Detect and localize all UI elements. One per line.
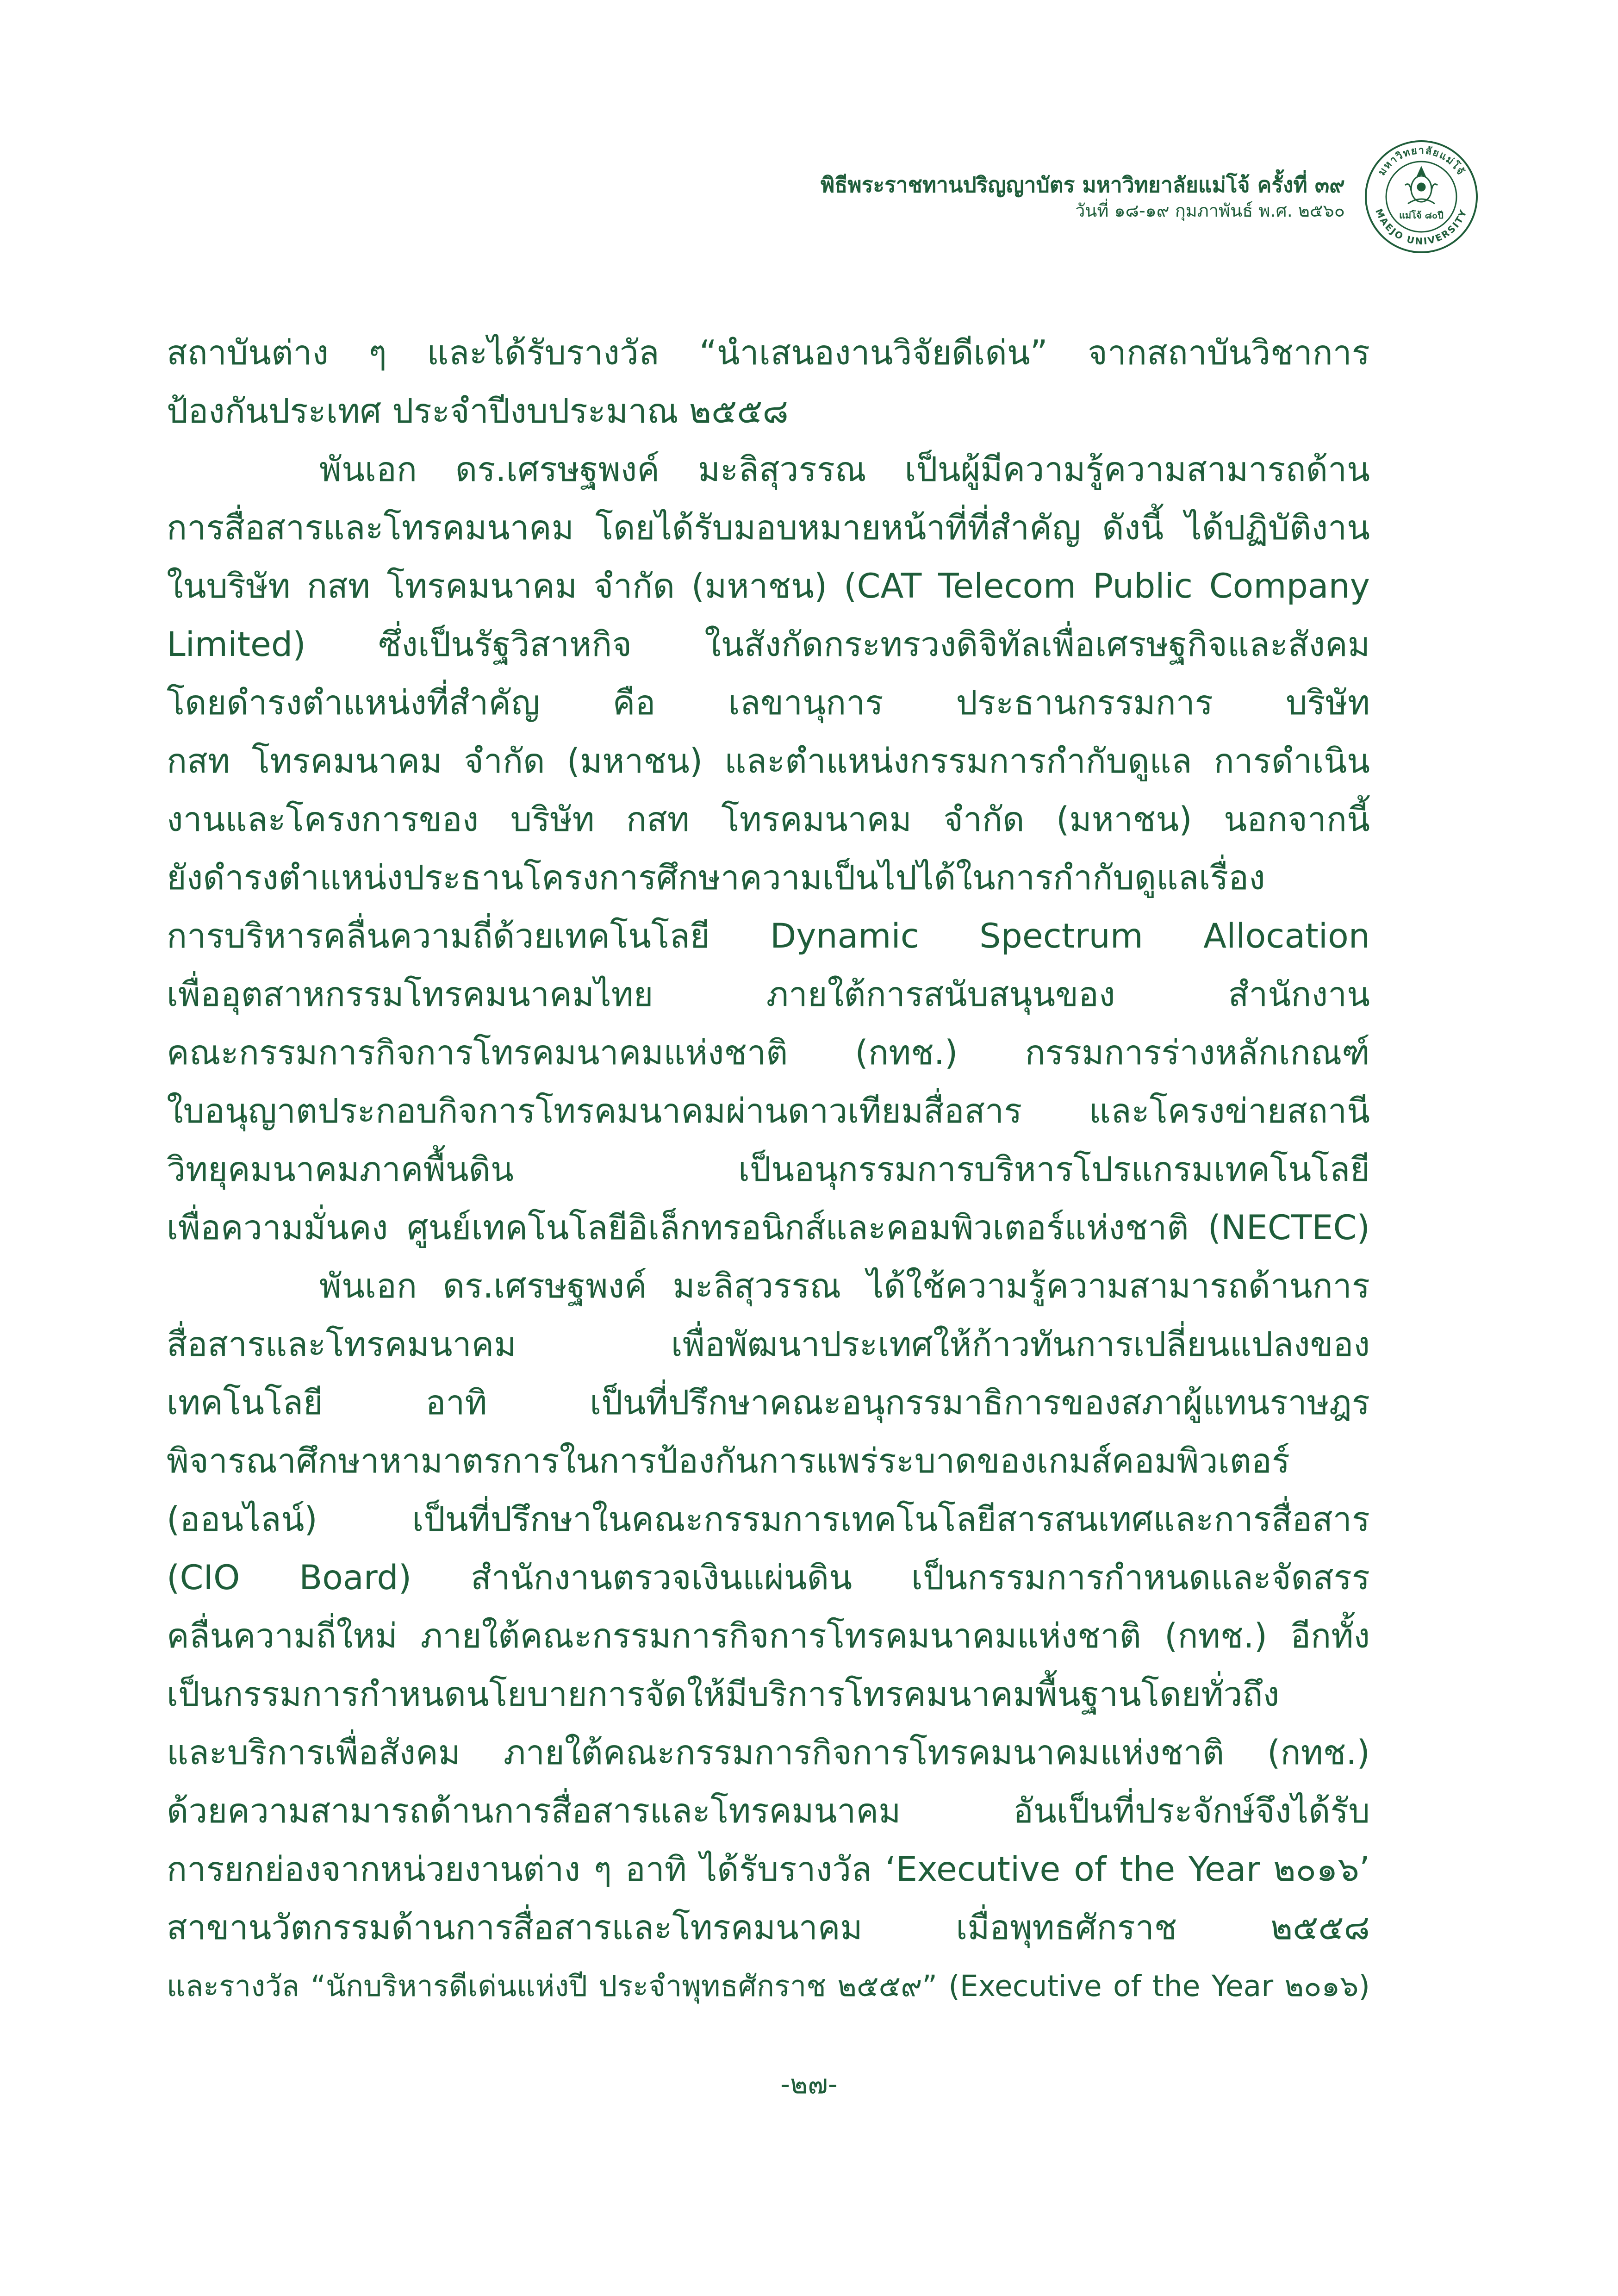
page-header: [821, 139, 1479, 255]
seal-top-text: มหาวิทยาลัยแม่โจ้: [1376, 144, 1467, 178]
seal-inner-text: แม่โจ้ ๘๐ปี: [1399, 210, 1444, 221]
body-line: สาขานวัตกรรมด้านการสื่อสารและโทรคมนาคม เมื่อพุทธศักราช ๒๕๕๘: [167, 1908, 1370, 1947]
body-line: ในบริษัท กสท โทรคมนาคม จำกัด (มหาชน) (CAT Telecom Public Company: [167, 567, 1370, 606]
body-line: สถาบันต่าง ๆ และได้รับรางวัล “นำเสนองานวิจัยดีเด่น” จากสถาบันวิชาการ: [167, 333, 1370, 373]
body-line: เพื่ออุตสาหกรรมโทรคมนาคมไทย ภายใต้การสนับสนุนของ สำนักงาน: [167, 975, 1370, 1014]
body-line: พิจารณาศึกษาหามาตรการในการป้องกันการแพร่ระบาดของเกมส์คอมพิวเตอร์: [167, 1441, 1290, 1481]
ceremony-date: วันที่ ๑๘-๑๙ กุมภาพันธ์ พ.ศ. ๒๕๖๐: [1075, 200, 1345, 221]
body-line: งานและโครงการของ บริษัท กสท โทรคมนาคม จำกัด (มหาชน) นอกจากนี้: [167, 800, 1370, 839]
body-line: (CIO Board) สำนักงานตรวจเงินแผ่นดิน เป็นกรรมการกำหนดและจัดสรร: [167, 1558, 1370, 1597]
body-line: พันเอก ดร.เศรษฐพงค์ มะลิสุวรรณ ได้ใช้ความรู้ความสามารถด้านการ: [319, 1267, 1370, 1306]
body-line: โดยดำรงตำแหน่งที่สำคัญ คือ เลขานุการ ประธานกรรมการ บริษัท: [167, 683, 1370, 723]
page-number: -๒๗-: [780, 2068, 838, 2100]
body-line: ยังดำรงตำแหน่งประธานโครงการศึกษาความเป็นไปได้ในการกำกับดูแลเรื่อง: [167, 858, 1265, 898]
body-line: พันเอก ดร.เศรษฐพงค์ มะลิสุวรรณ เป็นผู้มีความรู้ความสามารถด้าน: [319, 450, 1370, 489]
body-line: เป็นกรรมการกำหนดนโยบายการจัดให้มีบริการโทรคมนาคมพื้นฐานโดยทั่วถึง: [167, 1675, 1280, 1714]
body-line: ป้องกันประเทศ ประจำปีงบประมาณ ๒๕๕๘: [167, 392, 789, 431]
seal-bottom-text: MAEJO UNIVERSITY: [1373, 207, 1469, 247]
body-line: คณะกรรมการกิจการโทรคมนาคมแห่งชาติ (กทช.) กรรมการร่างหลักเกณฑ์: [167, 1033, 1370, 1073]
ceremony-title: พิธีพระราชทานปริญญาบัตร มหาวิทยาลัยแม่โจ้ ครั้งที่ ๓๙: [820, 172, 1345, 198]
body-line: การสื่อสารและโทรคมนาคม โดยได้รับมอบหมายหน้าที่ที่สำคัญ ดังนี้ ได้ปฏิบัติงาน: [167, 508, 1370, 548]
body-line: ด้วยความสามารถด้านการสื่อสารและโทรคมนาคม อันเป็นที่ประจักษ์จึงได้รับ: [167, 1791, 1370, 1831]
body-text: [167, 324, 1370, 2015]
body-line: กสท โทรคมนาคม จำกัด (มหาชน) และตำแหน่งกรรมการกำกับดูแล การดำเนิน: [167, 742, 1370, 781]
body-line: สื่อสารและโทรคมนาคม เพื่อพัฒนาประเทศให้ก้าวทันการเปลี่ยนแปลงของ: [167, 1325, 1370, 1364]
body-line: (ออนไลน์) เป็นที่ปรึกษาในคณะกรรมการเทคโนโลยีสารสนเทศและการสื่อสาร: [167, 1500, 1370, 1539]
body-line: การยกย่องจากหน่วยงานต่าง ๆ อาทิ ได้รับรางวัล ‘Executive of the Year ๒๐๑๖’: [167, 1850, 1370, 1889]
university-seal-icon: [1363, 139, 1479, 255]
body-line: เทคโนโลยี อาทิ เป็นที่ปรึกษาคณะอนุกรรมาธิการของสภาผู้แทนราษฎร: [167, 1383, 1370, 1423]
body-line: Limited) ซึ่งเป็นรัฐวิสาหกิจ ในสังกัดกระทรวงดิจิทัลเพื่อเศรษฐกิจและสังคม: [167, 625, 1370, 664]
body-line: และบริการเพื่อสังคม ภายใต้คณะกรรมการกิจการโทรคมนาคมแห่งชาติ (กทช.): [167, 1733, 1370, 1772]
body-line: และรางวัล “นักบริหารดีเด่นแห่งปี ประจำพุทธศักราช ๒๕๕๙” (Executive of the Year ๒๐๑๖): [167, 1969, 1370, 2003]
body-line: ใบอนุญาตประกอบกิจการโทรคมนาคมผ่านดาวเทียมสื่อสาร และโครงข่ายสถานี: [167, 1092, 1370, 1131]
header-text-block: [821, 170, 1345, 223]
body-line: คลื่นความถี่ใหม่ ภายใต้คณะกรรมการกิจการโทรคมนาคมแห่งชาติ (กทช.) อีกทั้ง: [167, 1616, 1370, 1656]
body-line: เพื่อความมั่นคง ศูนย์เทคโนโลยีอิเล็กทรอนิกส์และคอมพิวเตอร์แห่งชาติ (NECTEC): [167, 1208, 1370, 1248]
body-line: การบริหารคลื่นความถี่ด้วยเทคโนโลยี Dynamic Spectrum Allocation: [167, 917, 1370, 956]
body-line: วิทยุคมนาคมภาคพื้นดิน เป็นอนุกรรมการบริหารโปรแกรมเทคโนโลยี: [167, 1150, 1370, 1189]
